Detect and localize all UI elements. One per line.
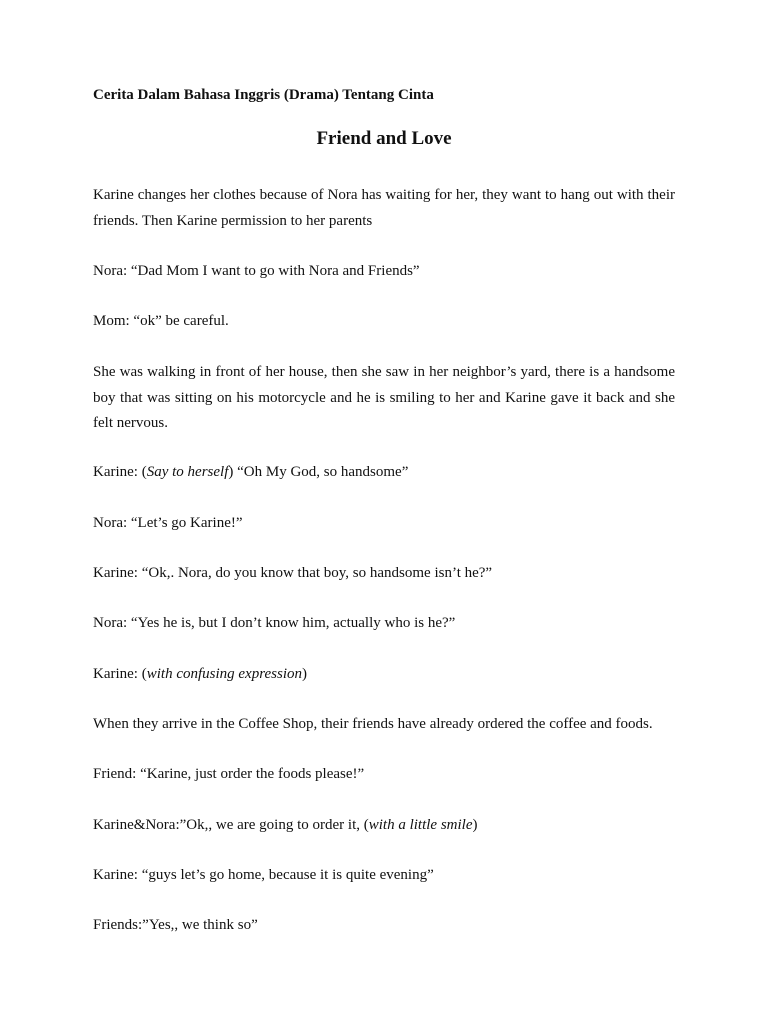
closing-paren: ) xyxy=(302,666,308,682)
dialogue-line-nora-3: Nora: “Yes he is, but I don’t know him, actually who is he?” xyxy=(93,615,456,631)
dialogue-line-karine-nora xyxy=(93,813,675,839)
dialogue-line-mom: Mom: “ok” be careful. xyxy=(93,313,229,329)
stage-direction: Say to herself xyxy=(146,464,229,480)
narration-paragraph-2: When they arrive in the Coffee Shop, their friends have already ordered the coffee and foods. xyxy=(93,716,653,732)
stage-direction: with a little smile xyxy=(368,817,473,833)
document-header: Cerita Dalam Bahasa Inggris (Drama) Tentang Cinta xyxy=(93,87,434,103)
dialogue-line-friends: Friends:”Yes,, we think so” xyxy=(93,917,258,933)
dialogue-line-karine-3 xyxy=(93,662,675,688)
narration-paragraph-1: She was walking in front of her house, then she saw in her neighbor’s yard, there is a handsome boy that was sitting on his motorcycle and he is smiling to her and Karine gave it back and she felt nervous. xyxy=(93,364,675,431)
dialogue-line-karine-1 xyxy=(93,460,675,486)
speech-text: ) “Oh My God, so handsome” xyxy=(228,464,409,480)
closing-paren: ) xyxy=(472,817,478,833)
dialogue-line-karine-2: Karine: “Ok,. Nora, do you know that boy, so handsome isn’t he?” xyxy=(93,565,493,581)
speaker-label: Karine: ( xyxy=(93,666,147,682)
dialogue-line-nora-2: Nora: “Let’s go Karine!” xyxy=(93,515,243,531)
dialogue-line-friend: Friend: “Karine, just order the foods please!” xyxy=(93,766,365,782)
dialogue-line-karine-4: Karine: “guys let’s go home, because it is quite evening” xyxy=(93,867,434,883)
speaker-label: Karine: ( xyxy=(93,464,147,480)
intro-paragraph: Karine changes her clothes because of Nora has waiting for her, they want to hang out with their friends. Then Karine permission to her parents xyxy=(93,187,675,229)
document-title: Friend and Love xyxy=(316,128,452,149)
dialogue-line-nora-1: Nora: “Dad Mom I want to go with Nora and Friends” xyxy=(93,263,420,279)
speaker-label: Karine&Nora:”Ok,, we are going to order it, ( xyxy=(93,817,369,833)
stage-direction: with confusing expression xyxy=(146,666,303,682)
